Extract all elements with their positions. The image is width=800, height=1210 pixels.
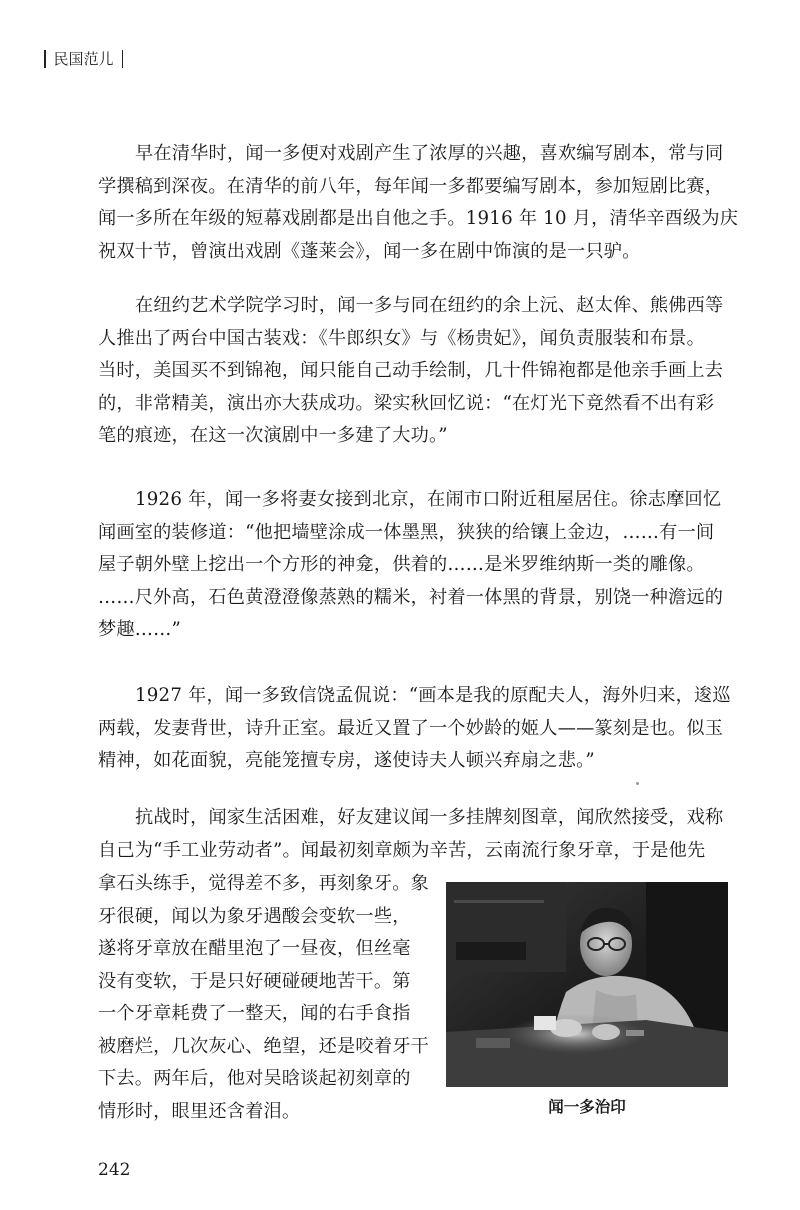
photo-wen-yiduo-carving-seal [446,882,728,1087]
page-number: 242 [98,1160,131,1180]
paragraph-5 [98,802,724,867]
text-line: 下去。两年后，他对吴晗谈起初刻章的 [98,1068,411,1089]
text-line: 笔的痕迹，在这一次演剧中一多建了大功。” [98,425,448,446]
paragraph-4 [98,680,731,778]
text-line: 1927 年，闻一多致信饶孟侃说：“画本是我的原配夫人，海外归来，逡巡 [135,685,731,706]
text-line: 没有变软，于是只好硬碰硬地苦干。第 [98,970,411,992]
text-line: 学撰稿到深夜。在清华的前八年，每年闻一多都要编写剧本，参加短剧比赛， [98,175,724,197]
paragraph-3 [98,484,724,647]
text-line: 当时，美国买不到锦袍，闻只能自己动手绘制，几十件锦袍都是他亲手画上去 [98,360,724,381]
figure-caption: 闻一多治印 [548,1098,626,1116]
paragraph-1 [98,138,739,268]
text-line: 闻画室的装修道：“他把墙壁涂成一体墨黑，狭狭的给镶上金边，……有一间 [98,521,715,543]
text-line: 早在清华时，闻一多便对戏剧产生了浓厚的兴趣，喜欢编写剧本，常与同 [135,143,724,164]
text-line: 抗战时，闻家生活困难，好友建议闻一多挂牌刻图章，闻欣然接受，戏称 [135,807,724,828]
text-line: 遂将牙章放在醋里泡了一昼夜，但丝毫 [98,938,411,959]
text-line: 人推出了两台中国古装戏：《牛郎织女》与《杨贵妃》，闻负责服装和布景。 [98,327,705,349]
header-divider-right [122,50,124,68]
print-speck [636,782,639,785]
text-line: 精神，如花面貌，亮能笼擅专房，遂使诗夫人顿兴弃扇之悲。” [98,750,595,771]
running-header [44,48,123,69]
text-line: 两载，发妻背世，诗升正室。最近又置了一个妙龄的姬人——篆刻是也。似玉 [98,717,724,739]
header-divider-left [44,50,46,68]
text-line: 祝双十节，曾演出戏剧《蓬莱会》，闻一多在剧中饰演的是一只驴。 [98,240,641,262]
paragraph-2 [98,290,724,453]
text-line: 闻一多所在年级的短幕戏剧都是出自他之手。1916 年 10 月，清华辛酉级为庆 [98,208,739,229]
text-line: 被磨烂，几次灰心、绝望，还是咬着牙干 [98,1035,429,1057]
text-line: 拿石头练手，觉得差不多，再刻象牙。象 [98,873,429,894]
text-line: 的，非常精美，演出亦大获成功。梁实秋回忆说：“在灯光下竟然看不出有彩 [98,392,715,414]
text-line: 情形时，眼里还含着泪。 [98,1100,301,1122]
text-line: 自己为“手工业劳动者”。闻最初刻章颇为辛苦，云南流行象牙章，于是他先 [98,839,706,861]
paragraph-5-continued [98,868,448,1128]
photo-illustration [446,882,728,1087]
text-line: ……尺外高，石色黄澄澄像蒸熟的糯米，衬着一体黑的背景，别饶一种澹远的 [98,586,724,608]
text-line: 一个牙章耗费了一整天，闻的右手食指 [98,1003,411,1024]
text-line: 屋子朝外壁上挖出一个方形的神龛，供着的……是米罗维纳斯一类的雕像。 [98,554,705,575]
text-line: 在纽约艺术学院学习时，闻一多与同在纽约的余上沅、赵太侔、熊佛西等 [135,295,724,316]
book-title: 民国范儿 [53,50,114,68]
text-line: 梦趣……” [98,619,182,640]
text-line: 1926 年，闻一多将妻女接到北京，在闹市口附近租屋居住。徐志摩回忆 [135,489,722,510]
text-line: 牙很硬，闻以为象牙遇酸会变软一些， [98,905,411,927]
